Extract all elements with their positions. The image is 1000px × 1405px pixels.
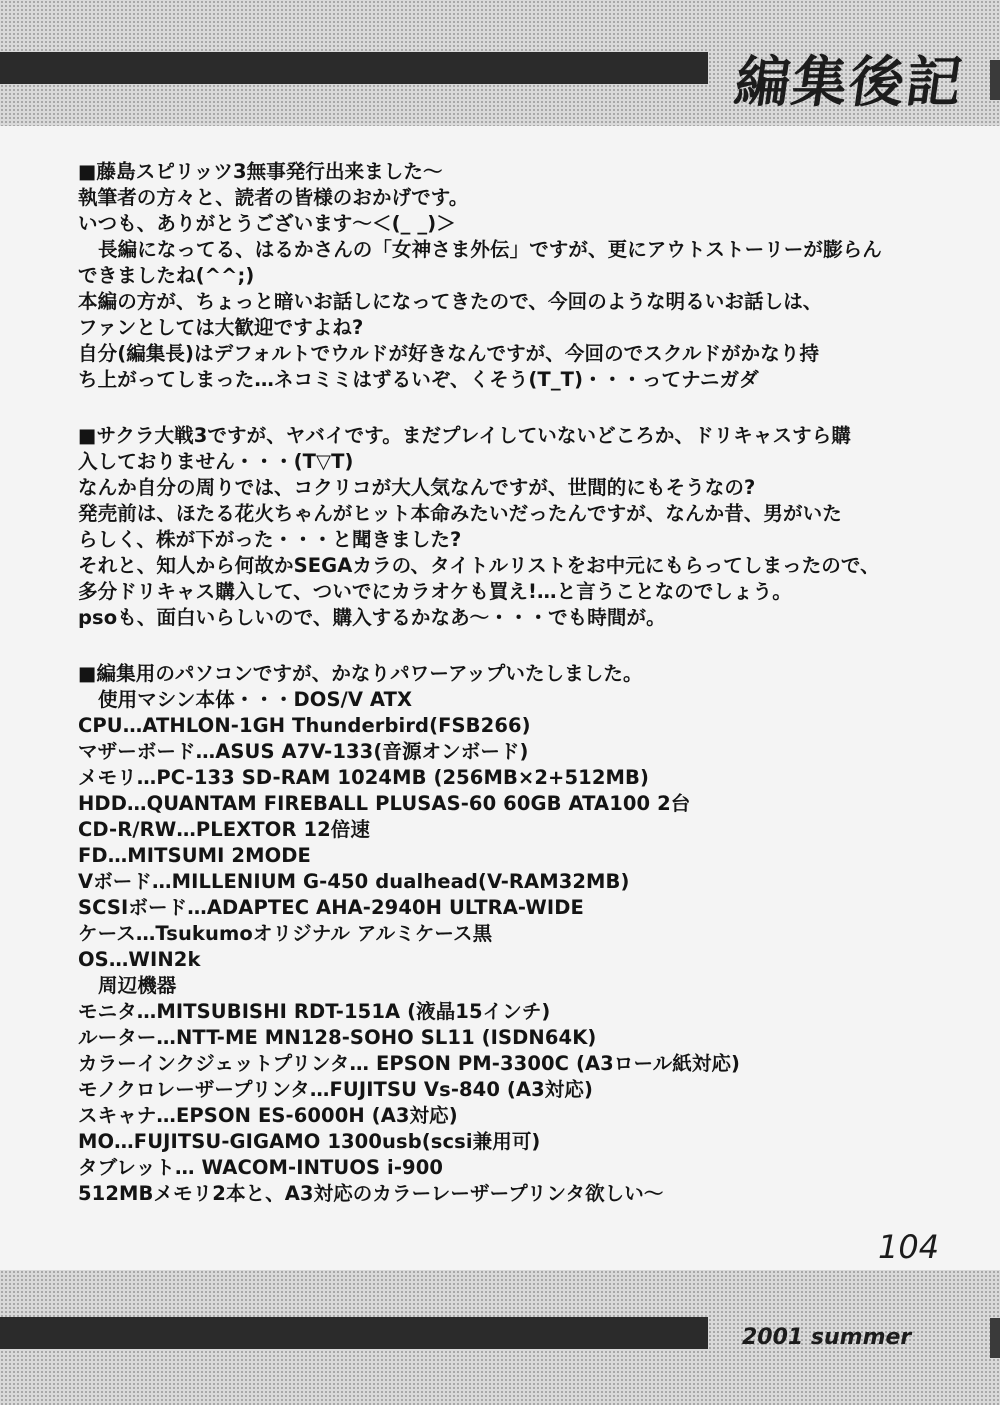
footer-edge-tab	[990, 1318, 1000, 1358]
text-line: なんか自分の周りでは、コクリコが大人気なんですが、世間的にもそうなの?	[78, 476, 756, 499]
spec-line: タブレット… WACOM-INTUOS i-900	[78, 1156, 444, 1179]
header-edge-tab	[990, 60, 1000, 100]
text-line: らしく、株が下がった・・・と聞きました?	[78, 528, 462, 551]
text-line: ■藤島スピリッツ3無事発行出来ました～	[78, 160, 443, 183]
text-line: 執筆者の方々と、読者の皆様のおかげです。	[78, 186, 469, 209]
text-line: 本編の方が、ちょっと暗いお話しになってきたので、今回のような明るいお話しは、	[78, 290, 823, 313]
text-line: 自分(編集長)はデフォルトでウルドが好きなんですが、今回のでスクルドがかなり持	[78, 342, 820, 365]
spec-line: カラーインクジェットプリンタ… EPSON PM-3300C (A3ロール紙対応)	[78, 1052, 741, 1075]
page-title: 編集後記	[730, 50, 968, 114]
spec-line: CPU…ATHLON-1GH Thunderbird(FSB266)	[78, 714, 531, 737]
text-line: いつも、ありがとうございます～＜(_ _)＞	[78, 212, 456, 235]
spec-line: モノクロレーザープリンタ…FUJITSU Vs-840 (A3対応)	[78, 1078, 593, 1101]
text-line: 入しておりません・・・(T▽T)	[78, 450, 354, 473]
spec-line: SCSIボード…ADAPTEC AHA-2940H ULTRA-WIDE	[78, 896, 584, 919]
text-line: できましたね(^^;)	[78, 264, 255, 287]
spec-line: OS…WIN2k	[78, 948, 201, 971]
spec-line: メモリ…PC-133 SD-RAM 1024MB (256MB×2+512MB)	[78, 766, 649, 789]
text-line: ■サクラ大戦3ですが、ヤバイです。まだプレイしていないどころか、ドリキャスすら購	[78, 424, 851, 447]
text-line: ち上がってしまった…ネコミミはずるいぞ、くそう(T_T)・・・ってナニガダ	[78, 368, 759, 391]
spec-heading: 周辺機器	[98, 974, 177, 997]
spec-line: CD-R/RW…PLEXTOR 12倍速	[78, 818, 371, 841]
footer-rule	[0, 1317, 708, 1349]
spec-line: MO…FUJITSU-GIGAMO 1300usb(scsi兼用可)	[78, 1130, 541, 1153]
text-line: psoも、面白いらしいので、購入するかなあ～・・・でも時間が。	[78, 606, 666, 629]
text-line: ファンとしては大歓迎ですよね?	[78, 316, 364, 339]
text-line: 多分ドリキャス購入して、ついでにカラオケも買え!…と言うことなのでしょう。	[78, 580, 792, 603]
text-line: それと、知人から何故かSEGAカラの、タイトルリストをお中元にもらってしまったので、	[78, 554, 880, 577]
page-number: 104	[878, 1228, 940, 1266]
text-line: 発売前は、ほたる花火ちゃんがヒット本命みたいだったんですが、なんか昔、男がいた	[78, 502, 842, 525]
spec-line: モニタ…MITSUBISHI RDT-151A (液晶15インチ)	[78, 1000, 551, 1023]
text-line: 使用マシン本体・・・DOS/V ATX	[98, 688, 413, 711]
spec-line: Vボード…MILLENIUM G-450 dualhead(V-RAM32MB)	[78, 870, 630, 893]
issue-label: 2001 summer	[742, 1325, 912, 1350]
text-line: 512MBメモリ2本と、A3対応のカラーレーザープリンタ欲しい～	[78, 1182, 664, 1205]
header-rule	[0, 52, 708, 84]
spec-line: スキャナ…EPSON ES-6000H (A3対応)	[78, 1104, 458, 1127]
spec-line: FD…MITSUMI 2MODE	[78, 844, 311, 867]
text-line: 長編になってる、はるかさんの「女神さま外伝」ですが、更にアウトストーリーが膨らん	[98, 238, 882, 261]
spec-line: マザーボード…ASUS A7V-133(音源オンボード)	[78, 740, 529, 763]
spec-line: HDD…QUANTAM FIREBALL PLUSAS-60 60GB ATA100 2台	[78, 792, 691, 815]
spec-line: ケース…Tsukumoオリジナル アルミケース黒	[78, 922, 493, 945]
text-line: ■編集用のパソコンですが、かなりパワーアップいたしました。	[78, 662, 643, 685]
spec-line: ルーター…NTT-ME MN128-SOHO SL11 (ISDN64K)	[78, 1026, 597, 1049]
